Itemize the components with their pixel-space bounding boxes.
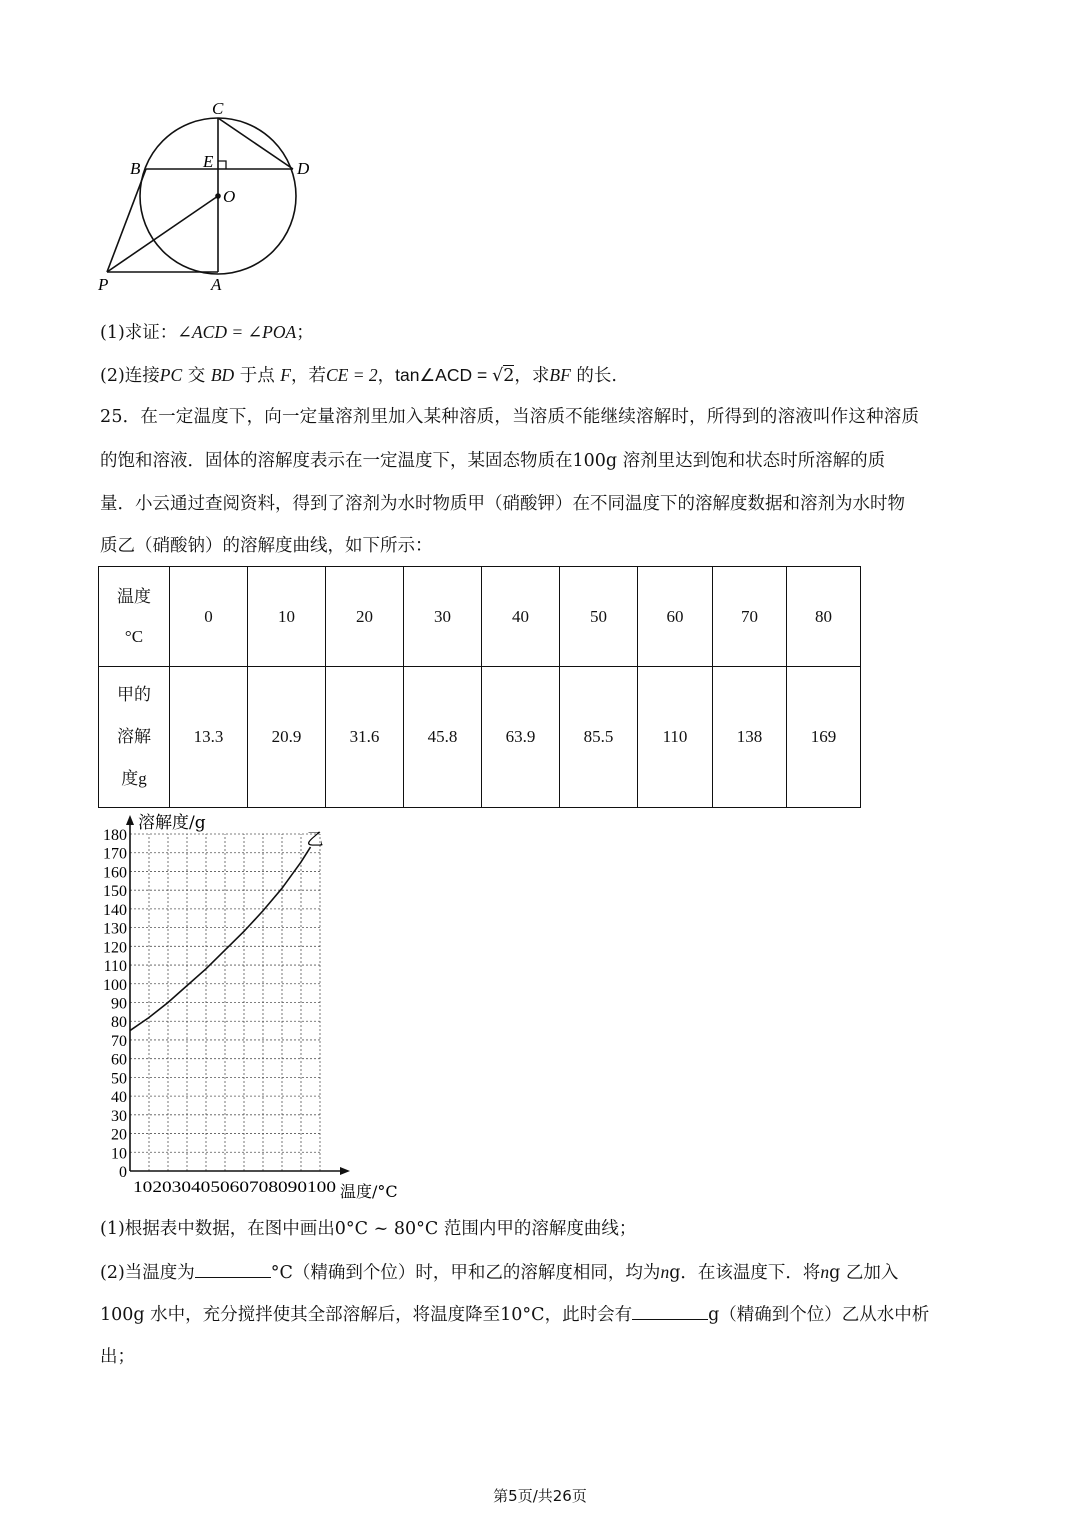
q25-sub2-text: g．在该温度下．将 — [669, 1263, 821, 1283]
y-tick-label: 40 — [111, 1089, 127, 1107]
q25-para-line3: 量．小云通过查阅资料，得到了溶剂为水时物质甲（硝酸钾）在不同温度下的溶解度数据和溶剂为水时物 — [100, 494, 905, 514]
q25-sub2-text: °C（精确到个位）时，甲和乙的溶解度相同，均为 — [270, 1263, 661, 1283]
q25-para-line1: 25．在一定温度下，向一定量溶剂里加入某种溶质，当溶质不能继续溶解时，所得到的溶液叫作这种溶质 — [100, 407, 920, 427]
table-cell: 40 — [482, 567, 560, 667]
q24-sub1-suffix: ； — [296, 323, 314, 343]
table-cell: 13.3 — [170, 667, 248, 808]
x-axis-arrow — [340, 1167, 350, 1175]
sqrt-sign: √ — [492, 366, 504, 386]
y-axis-label: 溶解度/g — [138, 813, 206, 833]
y-tick-label: 10 — [111, 1145, 127, 1163]
x-tick-labels: 102030405060708090100 — [133, 1179, 337, 1196]
q25-sub2-text: (2)当温度为 — [100, 1263, 195, 1283]
table-cell: 110 — [638, 667, 713, 808]
y-tick-label: 20 — [111, 1126, 127, 1144]
q24-sub2-text: (2)连接 — [100, 366, 160, 386]
q25-sub2-text: g（精确到个位）乙从水中析 — [708, 1305, 930, 1325]
y-tick-label: 110 — [103, 958, 127, 976]
table-cell: 70 — [713, 567, 787, 667]
q25-sub2-text: g 乙加入 — [829, 1263, 899, 1283]
answer-blank-temperature[interactable] — [195, 1259, 271, 1278]
y-tick-label: 170 — [103, 845, 127, 863]
q24-sub2-bd: BD — [210, 365, 235, 385]
q24-sub2-text: ，求 — [514, 366, 550, 386]
segment-cd — [218, 118, 293, 169]
table-cell: 60 — [638, 567, 713, 667]
q24-sub2 — [100, 363, 617, 388]
y-tick-label: 70 — [111, 1032, 127, 1050]
q25-sub2-line2 — [100, 1301, 929, 1327]
y-tick-label: 140 — [103, 901, 127, 919]
page-footer: 第5页/共26页 — [493, 1487, 587, 1505]
var-n: n — [660, 1262, 670, 1282]
q24-sub2-ce: CE = 2 — [325, 365, 378, 385]
y-tick-label: 90 — [111, 995, 127, 1013]
label-a: A — [211, 275, 222, 294]
y-axis-arrow — [126, 815, 134, 825]
y-tick-label: 0 — [119, 1164, 127, 1181]
label-o: O — [223, 187, 236, 206]
q25-sub2-line3: 出； — [100, 1347, 135, 1367]
q24-sub1-prefix: (1)求证： — [100, 323, 178, 343]
q25-sub2-line1 — [100, 1259, 898, 1285]
y-tick-label: 160 — [103, 864, 127, 882]
segment-pb — [107, 169, 146, 272]
cell-text: 甲的 — [117, 685, 151, 704]
table-row — [99, 667, 861, 808]
label-c: C — [212, 99, 224, 118]
y-tick-label: 120 — [103, 939, 127, 957]
answer-blank-mass[interactable] — [632, 1301, 708, 1320]
q25-para-line4: 质乙（硝酸钠）的溶解度曲线，如下所示： — [100, 536, 433, 556]
x-axis-label: 温度/°C — [340, 1182, 398, 1201]
q24-sub2-tan: tan∠ACD = — [395, 365, 493, 385]
table-header-solubility — [99, 667, 170, 808]
cell-text: 度g — [121, 769, 147, 788]
series-line-yi — [130, 847, 311, 1030]
q25-sub2-text: 100g 水中，充分搅拌使其全部溶解后，将温度降至10°C，此时会有 — [100, 1305, 633, 1325]
table-cell: 80 — [787, 567, 861, 667]
q24-sub1 — [100, 320, 314, 345]
y-tick-label: 130 — [103, 920, 127, 938]
q24-sub2-text: 的长. — [570, 366, 617, 386]
q24-sub2-text: ，若 — [290, 366, 326, 386]
label-e: E — [203, 152, 214, 171]
table-cell: 20 — [326, 567, 404, 667]
table-cell: 31.6 — [326, 667, 404, 808]
q24-sub2-text: ， — [377, 366, 396, 386]
table-cell: 50 — [560, 567, 638, 667]
solubility-table — [98, 566, 861, 808]
var-n: n — [820, 1262, 830, 1282]
y-tick-label: 30 — [111, 1107, 127, 1125]
solubility-chart — [90, 808, 420, 1203]
q24-sub2-text: 于点 — [234, 366, 281, 386]
q24-sub2-text: 交 — [182, 366, 211, 386]
q24-sub1-math: ∠ACD = ∠POA — [177, 322, 297, 342]
y-tick-label: 50 — [111, 1070, 127, 1088]
y-tick-label: 60 — [111, 1051, 127, 1069]
table-cell: 138 — [713, 667, 787, 808]
cell-text: 溶解 — [117, 727, 151, 746]
table-row — [99, 567, 861, 667]
table-cell: 63.9 — [482, 667, 560, 808]
label-p: P — [98, 275, 109, 294]
label-d: D — [297, 159, 310, 178]
right-angle-mark — [218, 161, 226, 169]
table-cell: 20.9 — [248, 667, 326, 808]
table-cell: 30 — [404, 567, 482, 667]
cell-text: °C — [124, 626, 144, 646]
table-cell: 85.5 — [560, 667, 638, 808]
table-cell: 0 — [170, 567, 248, 667]
cell-text: 温度 — [117, 586, 151, 606]
series-label-yi: 乙 — [306, 830, 324, 851]
y-tick-label: 80 — [111, 1014, 127, 1032]
table-cell: 45.8 — [404, 667, 482, 808]
table-cell: 169 — [787, 667, 861, 808]
table-cell: 10 — [248, 567, 326, 667]
q24-sub2-bf: BF — [549, 365, 571, 385]
y-tick-label: 100 — [103, 976, 127, 994]
y-tick-label: 180 — [103, 827, 127, 844]
segment-po — [107, 196, 218, 272]
table-header-temp — [99, 567, 170, 667]
q24-sub2-sqrt: 2 — [503, 366, 515, 386]
q25-para-line2: 的饱和溶液．固体的溶解度表示在一定温度下，某固态物质在100g 溶剂里达到饱和状态时所溶解的质 — [100, 451, 886, 471]
q25-sub1: (1)根据表中数据，在图中画出0°C ~ 80°C 范围内甲的溶解度曲线； — [100, 1219, 637, 1239]
circle-figure — [90, 95, 330, 305]
q24-sub2-pc: PC — [159, 365, 183, 385]
y-tick-label: 150 — [103, 883, 127, 901]
label-b: B — [130, 159, 141, 178]
center-dot — [215, 193, 221, 199]
q24-sub2-f: F — [280, 365, 291, 385]
